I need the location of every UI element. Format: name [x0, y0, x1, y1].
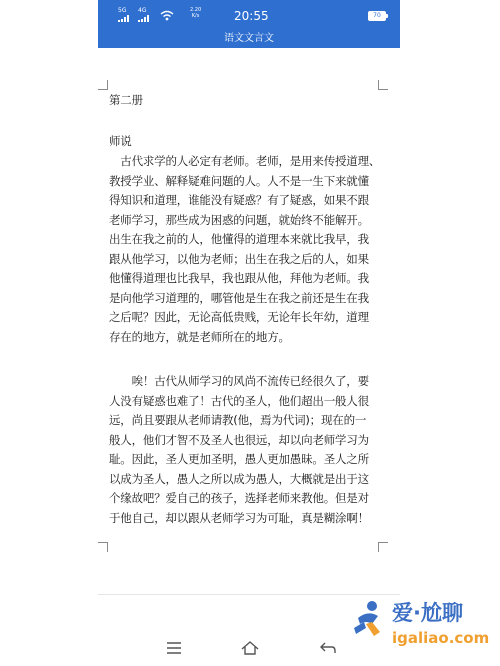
menu-icon[interactable]	[164, 640, 184, 656]
watermark-url: igaliao.com	[392, 629, 490, 647]
phone-screen	[98, 0, 400, 666]
text-line: 跟从他学习，以他为老师；出生在我之后的人，如果	[109, 251, 369, 266]
text-line: 之后呢？因此，无论高低贵贱，无论年长年幼，道理	[109, 310, 369, 324]
text-line: 老师学习，那些成为困惑的问题，就始终不能解开。	[109, 212, 369, 227]
text-line: 存在的地方，就是老师所在的地方。	[109, 329, 290, 344]
text-line: 他懂得道理也比我早，我也跟从他，拜他为老师。我	[109, 271, 369, 285]
text-line: 得知识和道理，谁能没有疑惑？有了疑惑，如果不跟	[109, 193, 369, 207]
text-line: 唉！古代从师学习的风尚不流传已经很久了，要	[109, 374, 369, 388]
home-icon[interactable]	[240, 640, 260, 656]
net-speed-unit: K/s	[191, 13, 200, 19]
paragraph-2	[109, 372, 384, 528]
text-line: 耻。因此，圣人更加圣明，愚人更加愚昧。圣人之所	[109, 452, 369, 466]
watermark-title: 爱·尬聊	[392, 601, 463, 625]
text-line: 教授学业、解释疑难问题的人。人不是一生下来就懂	[109, 173, 369, 188]
text-line: 般人，他们才智不及圣人也很远，却以向老师学习为	[109, 432, 369, 447]
text-line: 古代求学的人必定有老师。老师，是用来传授道理、	[109, 154, 381, 168]
book-title: 第二册	[109, 93, 143, 107]
wifi-icon	[160, 10, 174, 21]
crop-mark-top-right	[378, 80, 388, 90]
text-line: 于他自己，却以跟从老师学习为可耻，真是糊涂啊！	[109, 510, 369, 525]
text-line: 以成为圣人，愚人之所以成为愚人，大概就是出于这	[109, 471, 369, 486]
battery-icon: 70	[368, 11, 386, 21]
status-bar	[98, 0, 400, 30]
sim2-label: 4G	[138, 7, 147, 14]
crop-mark-top-left	[98, 80, 108, 90]
status-time: 20:55	[234, 9, 269, 23]
text-line: 人没有疑惑也难了！古代的圣人，他们超出一般人很	[109, 393, 369, 408]
crop-mark-bottom-right	[378, 542, 388, 552]
essay-title: 师说	[109, 134, 132, 148]
paragraph-1	[109, 152, 384, 347]
page-divider	[98, 594, 400, 595]
text-line: 个缘故吧？爱自己的孩子，选择老师来教他。但是对	[109, 491, 369, 505]
sim1-label: 5G	[118, 7, 127, 14]
text-line: 是向他学习道理的，哪管他是生在我之前还是生在我	[109, 290, 369, 305]
net-speed-value: 2.20	[190, 7, 202, 13]
net-speed	[190, 7, 201, 19]
crop-mark-bottom-left	[98, 542, 108, 552]
back-icon[interactable]	[318, 640, 338, 656]
document-page[interactable]	[98, 48, 400, 596]
text-line: 远，尚且要跟从老师请教(他，焉为代词)；现在的一	[109, 413, 367, 427]
text-line: 出生在我之前的人，他懂得的道理本来就比我早，我	[109, 232, 369, 246]
app-title: 语文文言文	[98, 30, 400, 48]
watermark-logo-icon	[352, 598, 386, 638]
